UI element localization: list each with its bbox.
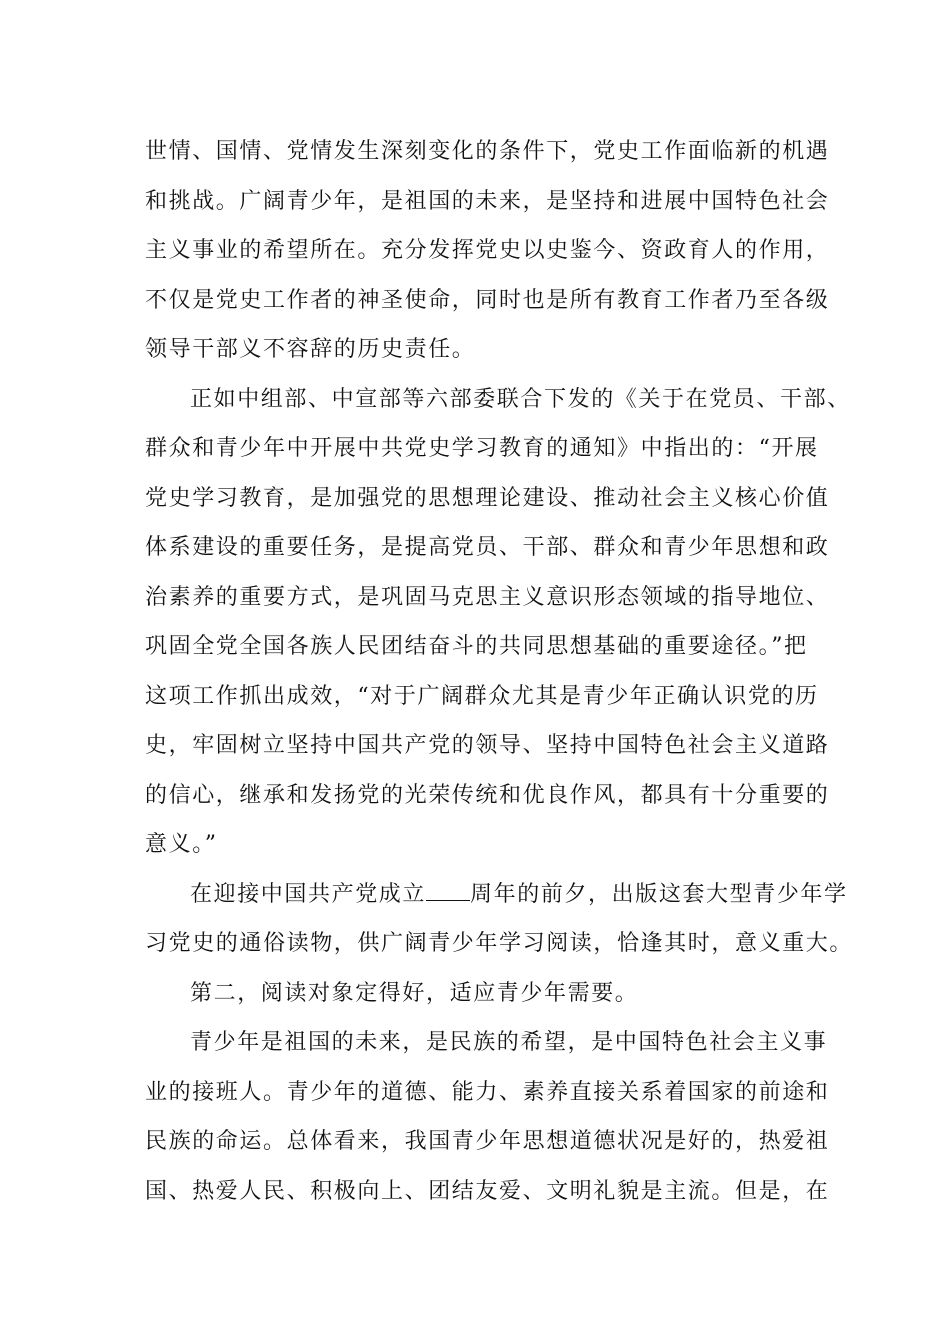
text-segment: 在迎接中国共产党成立 <box>190 882 427 907</box>
text-line: 民族的命运。总体看来，我国青少年思想道德状况是好的，热爱祖 <box>145 1129 830 1154</box>
paragraph-first-line: 正如中组部、中宣部等六部委联合下发的《关于在党员、干部、 <box>190 387 851 412</box>
section-heading-line: 第二，阅读对象定得好，适应青少年需要。 <box>190 981 639 1006</box>
text-line: 不仅是党史工作者的神圣使命，同时也是所有教育工作者乃至各级 <box>145 288 830 313</box>
text-line: 群众和青少年中开展中共党史学习教育的通知》中指出的：“开展 <box>145 436 819 461</box>
text-line: 习党史的通俗读物，供广阔青少年学习阅读，恰逢其时，意义重大。 <box>145 931 854 956</box>
text-segment: 周年的前夕，出版这套大型青少年学 <box>470 882 848 907</box>
text-line: 业的接班人。青少年的道德、能力、素养直接关系着国家的前途和 <box>145 1080 830 1105</box>
text-line: 主义事业的希望所在。充分发挥党史以史鉴今、资政育人的作用， <box>145 238 830 263</box>
paragraph-first-line: 青少年是祖国的未来，是民族的希望，是中国特色社会主义事 <box>190 1030 828 1055</box>
text-line: 世情、国情、党情发生深刻变化的条件下，党史工作面临新的机遇 <box>145 139 830 164</box>
text-line: 史，牢固树立坚持中国共产党的领导、坚持中国特色社会主义道路 <box>145 733 830 758</box>
text-line: 治素养的重要方式，是巩固马克思主义意识形态领域的指导地位、 <box>145 585 830 610</box>
fill-in-blank <box>426 880 470 901</box>
text-line: 这项工作抓出成效，“对于广阔群众尤其是青少年正确认识党的历 <box>145 684 819 709</box>
text-line: 巩固全党全国各族人民团结奋斗的共同思想基础的重要途径。”把 <box>145 634 808 659</box>
text-line: 领导干部义不容辞的历史责任。 <box>145 337 476 362</box>
text-line: 国、热爱人民、积极向上、团结友爱、文明礼貌是主流。但是，在 <box>145 1179 830 1204</box>
text-line: 体系建设的重要任务，是提高党员、干部、群众和青少年思想和政 <box>145 535 830 560</box>
text-line: 和挑战。广阔青少年，是祖国的未来，是坚持和进展中国特色社会 <box>145 189 830 214</box>
text-line: 的信心，继承和发扬党的光荣传统和优良作风，都具有十分重要的 <box>145 783 830 808</box>
paragraph-first-line <box>190 870 848 920</box>
text-line: 党史学习教育，是加强党的思想理论建设、推动社会主义核心价值 <box>145 486 830 511</box>
text-line: 意义。” <box>145 832 218 857</box>
